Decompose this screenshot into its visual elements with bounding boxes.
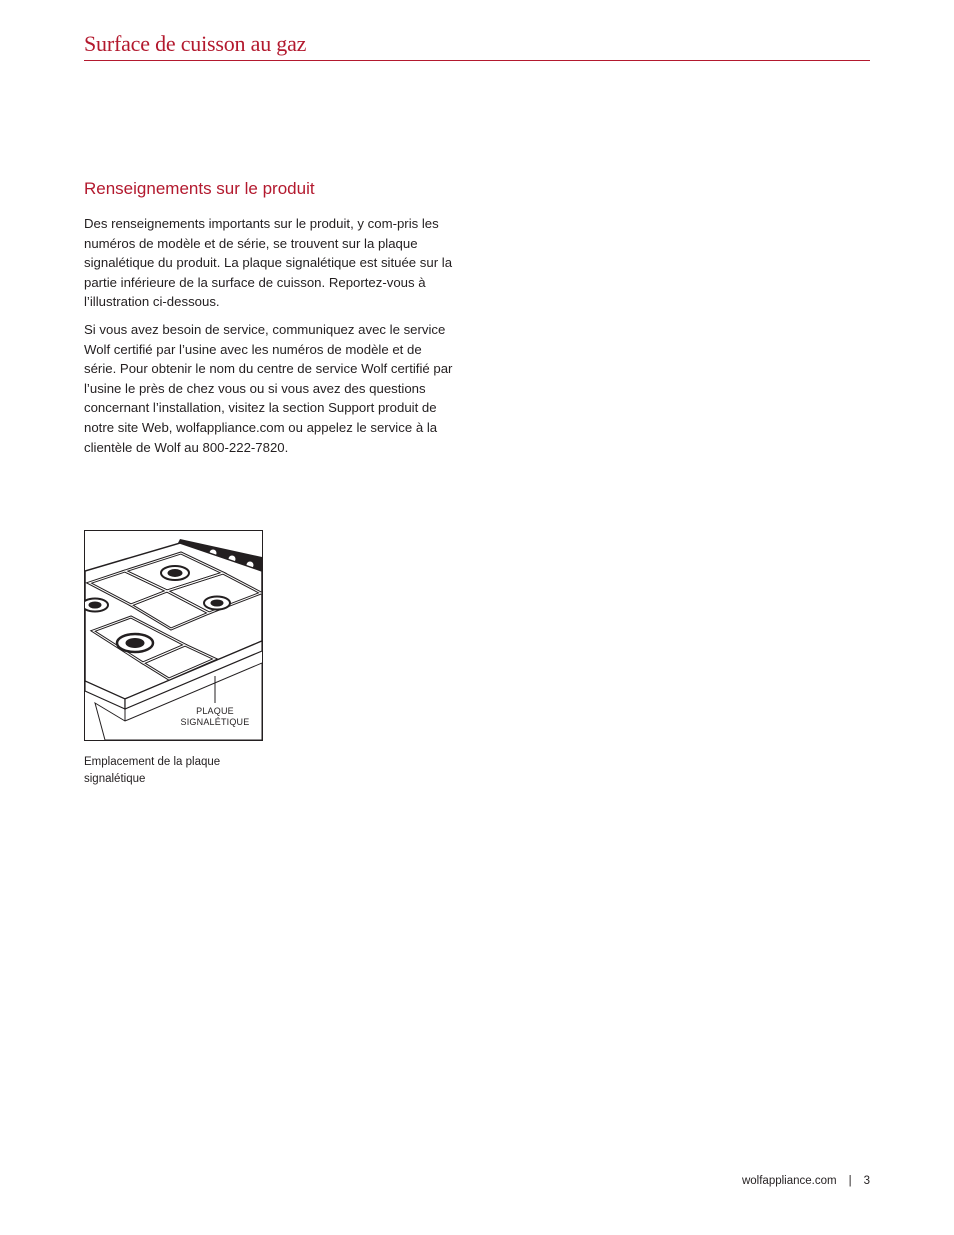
- footer-site-link[interactable]: wolfappliance.com: [741, 1175, 837, 1187]
- footer-separator: |: [848, 1175, 852, 1187]
- paragraph-product-info: Des renseignements importants sur le produit, y com-pris les numéros de modèle et de série, se trouvent sur la plaque signalétique du produit. La plaque signalétique est située sur la partie inférieure de la surface de cuisson. Reportez-vous à l’illustration ci-dessous.: [84, 216, 453, 310]
- header-divider: [84, 60, 870, 61]
- paragraph-service-info: Si vous avez besoin de service, communiquez avec le service Wolf certifié par l’usine avec les numéros de modèle et de série. Pour obtenir le nom du centre de service Wolf certifié par l’usine le près de chez vous ou si vous avez des questions concernant l’installation, visitez la section Support produit de notre site Web, wolfappliance.com ou appelez le service à la clientèle de Wolf au 800-222-7820.: [84, 322, 453, 455]
- plate-label-line1: PLAQUE: [196, 706, 234, 716]
- rating-plate-illustration: [84, 530, 263, 741]
- page-number: 3: [863, 1175, 870, 1187]
- plate-label: [175, 706, 255, 728]
- plate-label-line2: SIGNALÉTIQUE: [180, 717, 250, 727]
- section-heading: Renseignements sur le produit: [84, 179, 315, 198]
- figure-caption: Emplacement de la plaque signalétique: [84, 756, 221, 785]
- page-footer: [742, 1175, 870, 1187]
- page-title: Surface de cuisson au gaz: [84, 31, 307, 56]
